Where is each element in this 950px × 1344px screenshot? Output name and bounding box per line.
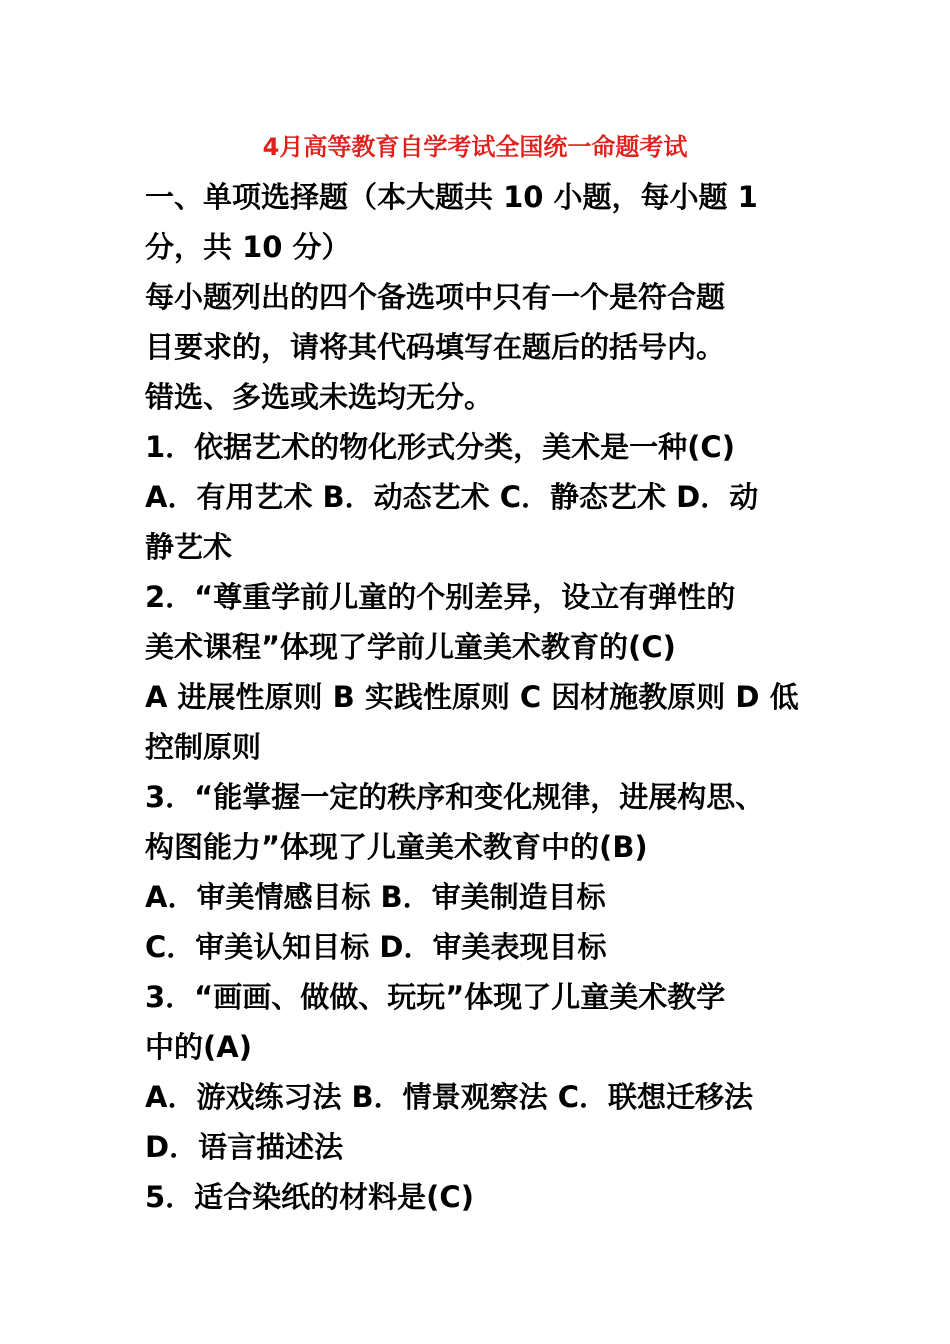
question-1-options: A．有用艺术 B．动态艺术 C．静态艺术 D．动: [145, 480, 759, 514]
document-title: 4月高等教育自学考试全国统一命题考试: [262, 133, 688, 161]
question-3: 3．“能掌握一定的秩序和变化规律，进展构思、: [145, 780, 765, 814]
text-line: 目要求的，请将其代码填写在题后的括号内。: [145, 330, 726, 364]
question-1: 1．依据艺术的物化形式分类，美术是一种(C): [145, 430, 735, 464]
question-4-options: A．游戏练习法 B．情景观察法 C．联想迁移法: [145, 1080, 754, 1114]
question-5: 5．适合染纸的材料是(C): [145, 1180, 474, 1214]
question-2: 2．“尊重学前儿童的个别差异，设立有弹性的: [145, 580, 736, 614]
question-2-options-cont: 控制原则: [145, 730, 262, 764]
question-3-options: A．审美情感目标 B．审美制造目标: [145, 880, 606, 914]
question-4: 3．“画画、做做、玩玩”体现了儿童美术教学: [145, 980, 726, 1014]
text-line: 错选、多选或未选均无分。: [145, 380, 494, 414]
question-3-cont: 构图能力”体现了儿童美术教育中的(B): [145, 830, 648, 864]
question-4-cont: 中的(A): [145, 1030, 252, 1064]
question-1-options-cont: 静艺术: [145, 530, 233, 564]
text-line: 每小题列出的四个备选项中只有一个是符合题: [145, 280, 726, 314]
question-2-cont: 美术课程”体现了学前儿童美术教育的(C): [145, 630, 676, 664]
question-4-options-cont: D．语言描述法: [145, 1130, 344, 1164]
question-2-options: A 进展性原则 B 实践性原则 C 因材施教原则 D 低: [145, 680, 799, 714]
text-line: 一、单项选择题（本大题共 10 小题，每小题 1: [145, 180, 758, 214]
document-body: [145, 172, 845, 1222]
question-3-options-cont: C．审美认知目标 D．审美表现目标: [145, 930, 607, 964]
text-line: 分，共 10 分）: [145, 230, 351, 264]
